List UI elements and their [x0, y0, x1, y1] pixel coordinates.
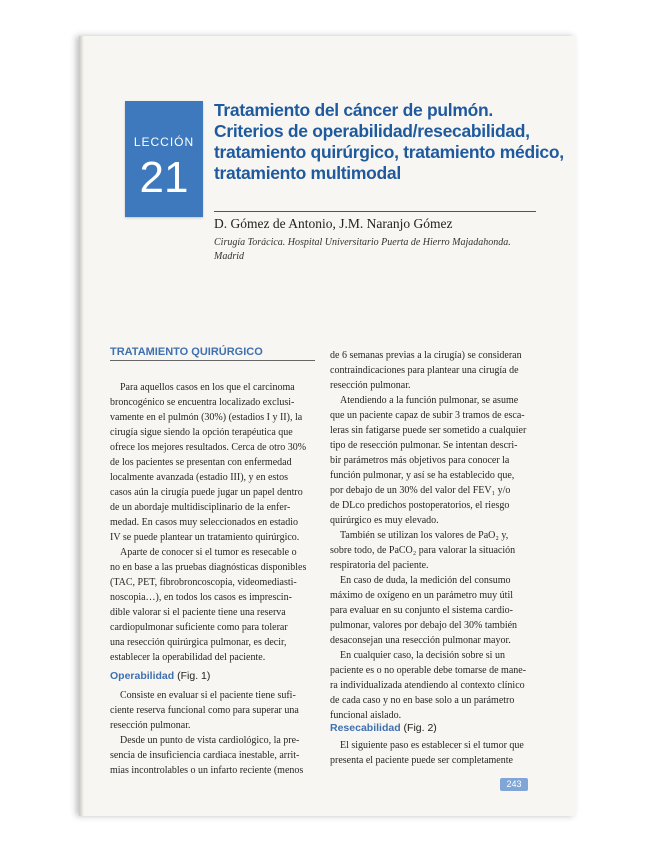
text-line: vamente en el pulmón (30%) (estadios I y II), la [110, 412, 303, 423]
text-line: ofrece los mejores resultados. Cerca de otro 30% [110, 442, 307, 453]
text-line: de un abordaje multidisciplinario de la enfer- [110, 502, 291, 513]
page-number: 243 [500, 778, 528, 791]
lesson-label: LECCIÓN [133, 135, 195, 149]
text-line: broncogénico se encuentra localizado exclusi- [110, 397, 295, 408]
text-line: Atendiendo a la función pulmonar, se asume [340, 395, 519, 406]
text-line: de 6 semanas previas a la cirugía) se consideran [330, 350, 522, 361]
resecabilidad-heading [330, 722, 437, 734]
column-2-text [330, 348, 538, 723]
title-line: tratamiento multimodal [214, 163, 401, 183]
affiliation-line: Madrid [214, 251, 244, 262]
text-line: quirúrgico es muy elevado. [330, 515, 439, 526]
operabilidad-label: Operabilidad [110, 670, 175, 682]
text-line: IV se puede plantear un tratamiento quirúrgico. [110, 532, 300, 543]
text-line: Consiste en evaluar si el paciente tiene sufi- [120, 690, 296, 701]
title-line: Criterios de operabilidad/resecabilidad, [214, 121, 530, 141]
operabilidad-text [110, 688, 318, 778]
operabilidad-heading [110, 670, 210, 682]
text-line: cirugía sigue siendo la opción terapéutica que [110, 427, 293, 438]
text-line: medad. En casos muy seleccionados en estadio [110, 517, 298, 528]
text-line: localmente avanzada (estadio III), y en estos [110, 472, 288, 483]
text-line: En caso de duda, la medición del consumo [340, 575, 511, 586]
text-line: El siguiente paso es establecer si el tumor que [340, 740, 524, 751]
text-line: paciente es o no operable debe tomarse de mane- [330, 665, 527, 676]
text-line: una resección quirúrgica pulmonar, es decir, [110, 637, 287, 648]
lesson-number: 21 [139, 153, 189, 202]
text-line: de cada caso y no en base solo a un parámetro [330, 695, 515, 706]
text-line: Aparte de conocer si el tumor es resecable o [120, 547, 297, 558]
lesson-tab [125, 101, 203, 217]
text-line: También se utilizan los valores de PaO₂ y, [340, 530, 509, 541]
text-line: leras sin fatigarse puede ser sometido a cualquier [330, 425, 527, 436]
text-line: contraindicaciones para plantear una cirugía de [330, 365, 519, 376]
text-line: Desde un punto de vista cardiológico, la pre- [120, 735, 300, 746]
column-1-text [110, 380, 318, 665]
text-line: sobre todo, de PaCO₂ para valorar la situación [330, 545, 516, 556]
section-rule [110, 360, 315, 361]
resecabilidad-fig-ref: (Fig. 2) [403, 722, 437, 734]
text-line: máximo de oxígeno en un parámetro muy útil [330, 590, 514, 601]
text-line: establecer la operabilidad del paciente. [110, 652, 266, 663]
text-line: Para aquellos casos en los que el carcinoma [120, 382, 295, 393]
resecabilidad-label: Resecabilidad [330, 722, 401, 734]
text-line: que un paciente capaz de subir 3 tramos de esca- [330, 410, 525, 421]
authors: D. Gómez de Antonio, J.M. Naranjo Gómez [214, 216, 453, 231]
title-line: Tratamiento del cáncer de pulmón. [214, 100, 493, 120]
chapter-title [214, 100, 564, 184]
text-line: cardiopulmonar suficiente como para tolerar [110, 622, 288, 633]
text-line: desaconsejan una resección pulmonar mayor. [330, 635, 511, 646]
text-line: resección pulmonar. [110, 720, 191, 731]
affiliation-line: Cirugía Torácica. Hospital Universitario Puerta de Hierro Majadahonda. [214, 237, 511, 248]
title-rule [214, 211, 536, 212]
text-line: de DLco predichos postoperatorios, el riesgo [330, 500, 510, 511]
text-line: (TAC, PET, fibrobroncoscopia, videomediasti- [110, 577, 297, 588]
text-line: respiratoria del paciente. [330, 560, 429, 571]
text-line: pulmonar, valores por debajo del 30% también [330, 620, 518, 631]
text-line: noscopia…), en todos los casos es imprescin- [110, 592, 292, 603]
text-line: para evaluar en su conjunto el sistema cardio- [330, 605, 513, 616]
text-line: casos aún la cirugía puede jugar un papel dentro [110, 487, 303, 498]
text-line: tipo de resección pulmonar. Se intentan descri- [330, 440, 518, 451]
text-line: mias incontrolables o un infarto reciente (menos [110, 765, 304, 776]
text-line: presenta el paciente puede ser completamente [330, 755, 513, 766]
text-line: función pulmonar, y así se ha establecido que, [330, 470, 515, 481]
text-line: funcional aislado. [330, 710, 402, 721]
affiliation [214, 236, 534, 264]
text-line: sencia de insuficiencia cardiaca inestable, arrit- [110, 750, 300, 761]
text-line: resección pulmonar. [330, 380, 411, 391]
title-line: tratamiento quirúrgico, tratamiento médico, [214, 142, 564, 162]
section-heading: TRATAMIENTO QUIRÚRGICO [110, 346, 263, 358]
text-line: no en base a las pruebas diagnósticas disponibles [110, 562, 307, 573]
text-line: bir parámetros más objetivos para conocer la [330, 455, 510, 466]
text-line: por debajo de un 30% del valor del FEV₁ y/o [330, 485, 511, 496]
text-line: ciente reserva funcional como para superar una [110, 705, 299, 716]
operabilidad-fig-ref: (Fig. 1) [177, 670, 211, 682]
text-line: de los pacientes se presentan con enfermedad [110, 457, 292, 468]
text-line: dible valorar si el paciente tiene una reserva [110, 607, 286, 618]
text-line: En cualquier caso, la decisión sobre si un [340, 650, 505, 661]
resecabilidad-text [330, 738, 538, 768]
text-line: ra individualizada atendiendo al contexto clínico [330, 680, 525, 691]
